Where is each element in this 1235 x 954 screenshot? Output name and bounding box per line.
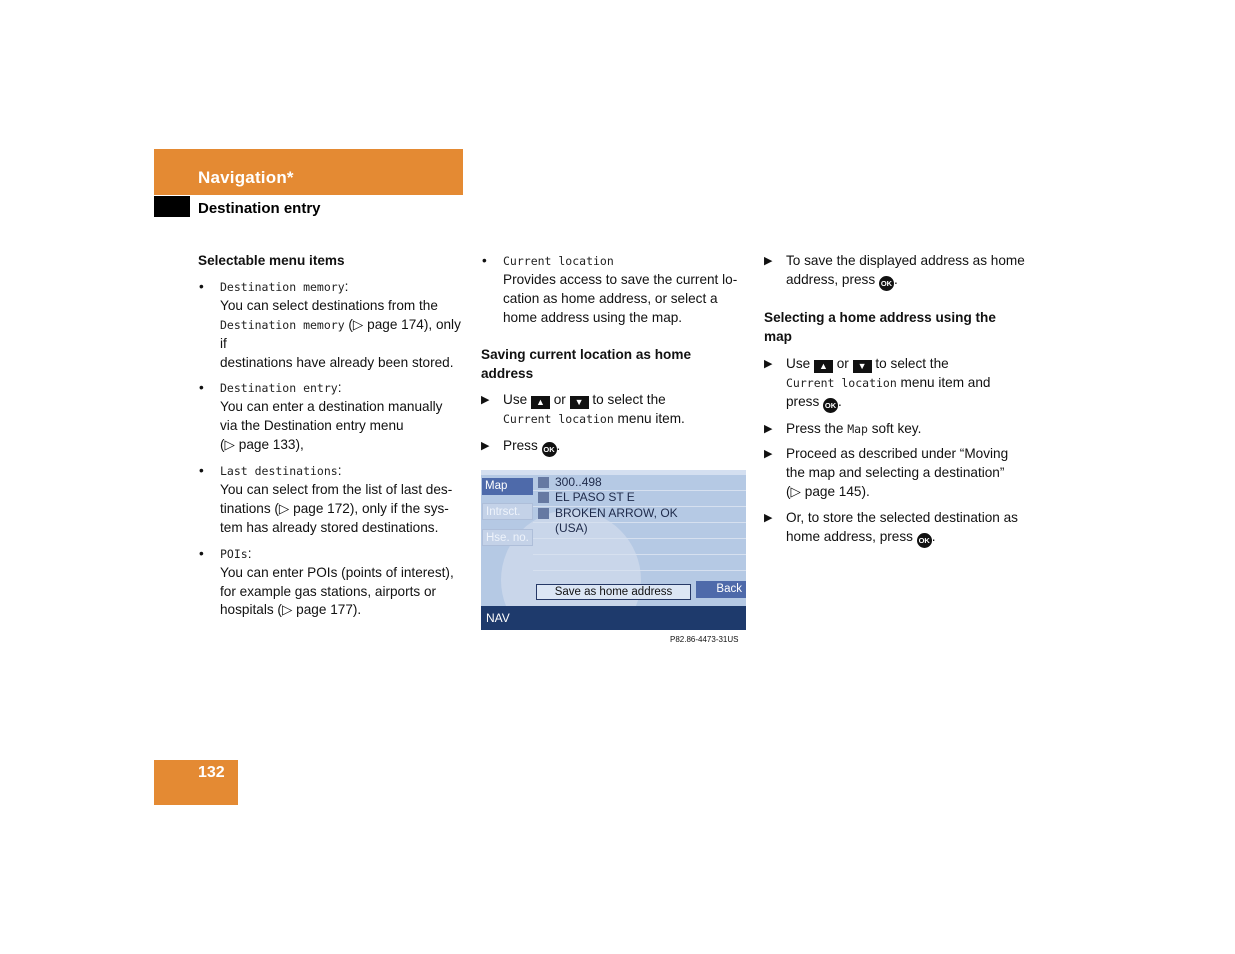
ok-button-icon: OK: [823, 398, 838, 413]
ok-button-icon: OK: [879, 276, 894, 291]
chapter-title: Navigation*: [198, 168, 294, 187]
ok-button-icon: OK: [542, 442, 557, 457]
section-title: Destination entry: [198, 200, 321, 217]
instruction-step: ▶ Use ▲ or ▼ to select the Current location menu item and press OK .: [764, 355, 1034, 413]
softkey-house-number: Hse. no.: [482, 529, 533, 546]
column-1: [198, 252, 468, 620]
list-item: • Destination memory: You can select destinations from the Destination memory (▷ page 174), only if destinations have already been stored.: [199, 278, 461, 370]
up-arrow-key-icon: ▲: [814, 360, 833, 373]
column-3: [764, 252, 1034, 548]
instruction-step: ▶ Proceed as described under “Moving the map and selecting a destination” (▷ page 145).: [764, 446, 1009, 500]
bullet: •: [199, 463, 204, 479]
street-icon: [538, 492, 549, 503]
instruction-step: ▶ Or, to store the selected destination as home address, press OK .: [764, 509, 1034, 548]
status-bar: NAV: [481, 606, 746, 630]
page-number-box: [154, 760, 238, 805]
bullet: •: [199, 380, 204, 396]
instruction-step: ▶ Press OK .: [481, 437, 751, 457]
instruction-step: ▶ Press the Map soft key.: [764, 420, 1034, 439]
arrow-icon: ▶: [764, 255, 773, 267]
address-country: (USA): [555, 521, 588, 535]
house-number-icon: [538, 477, 549, 488]
address-city: BROKEN ARROW, OK: [555, 506, 678, 520]
list-item: • POIs: You can enter POIs (points of interest), for example gas stations, airports or hospitals (▷ page 177).: [199, 545, 454, 618]
heading-selectable-menu-items: Selectable menu items: [198, 253, 345, 268]
instruction-step: ▶ Use ▲ or ▼ to select the Current location menu item.: [481, 392, 685, 427]
ok-button-icon: OK: [917, 533, 932, 548]
list-item: • Current location Provides access to save the current lo- cation as home address, or select a home address using the map.: [482, 253, 738, 325]
arrow-icon: ▶: [481, 394, 490, 407]
column-2: [481, 252, 751, 457]
save-as-home-address-button: Save as home address: [536, 584, 691, 600]
bullet: •: [482, 253, 487, 268]
instruction-step: ▶ To save the displayed address as home address, press OK .: [764, 252, 1034, 291]
section-marker: [154, 196, 190, 217]
heading-select-home-via-map: Selecting a home address using the map: [764, 309, 996, 344]
arrow-icon: ▶: [764, 422, 773, 435]
arrow-icon: ▶: [764, 512, 773, 525]
arrow-icon: ▶: [764, 357, 773, 370]
down-arrow-key-icon: ▼: [570, 396, 589, 409]
softkey-map: Map: [482, 478, 533, 495]
list-item: • Destination entry: You can enter a destination manually via the Destination entry menu (▷ page 133),: [199, 380, 443, 453]
list-item: • Last destinations: You can select from the list of last des- tinations (▷ page 172), only if the sys- tem has already stored destinations.: [199, 463, 453, 535]
bullet: •: [199, 545, 204, 561]
softkey-intersection: Intrsct.: [482, 503, 533, 520]
heading-saving-current-location: Saving current location as home address: [481, 346, 691, 381]
address-street: EL PASO ST E: [555, 490, 635, 504]
nav-screen-image: [481, 470, 746, 630]
back-button: Back: [696, 581, 746, 598]
up-arrow-key-icon: ▲: [531, 396, 550, 409]
down-arrow-key-icon: ▼: [853, 360, 872, 373]
bullet: •: [199, 278, 204, 294]
image-caption: P82.86-4473-31US: [670, 635, 739, 644]
address-number: 300..498: [555, 475, 602, 489]
arrow-icon: ▶: [764, 448, 773, 461]
city-icon: [538, 508, 549, 519]
page-number: 132: [198, 764, 225, 781]
arrow-icon: ▶: [481, 440, 490, 453]
